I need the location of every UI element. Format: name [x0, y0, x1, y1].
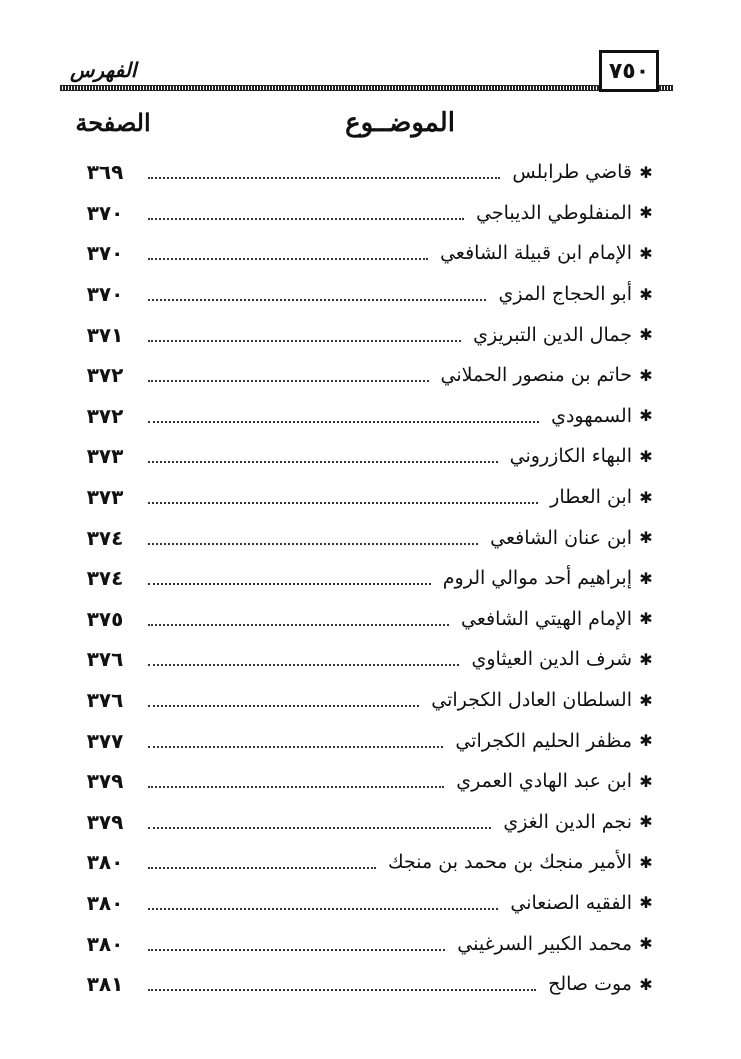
asterisk-bullet-icon: ✱	[639, 446, 653, 466]
toc-entry	[70, 599, 660, 640]
toc-entry-title: قاضي طرابلس	[512, 161, 632, 184]
toc-entry	[70, 842, 660, 883]
toc-entry-page: ٣٧٠	[86, 282, 124, 307]
asterisk-bullet-icon: ✱	[639, 731, 653, 751]
asterisk-bullet-icon: ✱	[639, 974, 653, 994]
header-rule	[60, 85, 600, 91]
table-of-contents	[70, 152, 660, 1004]
toc-entry	[70, 964, 660, 1005]
toc-entry-page: ٣٦٩	[86, 160, 124, 185]
toc-entry-page: ٣٨٠	[86, 890, 124, 915]
asterisk-bullet-icon: ✱	[639, 528, 653, 548]
dot-leader	[148, 975, 536, 993]
page-column-heading: الصفحة	[75, 108, 151, 137]
toc-entry-page: ٣٧٩	[86, 809, 124, 834]
toc-entry-title: محمد الكبير السرغيني	[457, 932, 632, 955]
toc-entry-page: ٣٧٠	[86, 241, 124, 266]
asterisk-bullet-icon: ✱	[639, 365, 653, 385]
toc-entry-title: موت صالح	[548, 973, 632, 996]
toc-entry	[70, 477, 660, 518]
dot-leader	[148, 691, 419, 709]
topic-column-heading: الموضــوع	[345, 108, 455, 138]
toc-entry-page: ٣٧٧	[86, 728, 124, 753]
toc-entry	[70, 802, 660, 843]
toc-entry-title: الإمام ابن قبيلة الشافعي	[440, 242, 632, 265]
dot-leader	[148, 813, 491, 831]
dot-leader	[148, 407, 539, 425]
toc-entry-title: الأمير منجك بن محمد بن منجك	[388, 851, 632, 874]
toc-entry-title: مظفر الحليم الكجراتي	[455, 729, 632, 752]
asterisk-bullet-icon: ✱	[639, 852, 653, 872]
toc-entry	[70, 355, 660, 396]
toc-entry-title: ابن عنان الشافعي	[490, 526, 632, 549]
asterisk-bullet-icon: ✱	[639, 203, 653, 223]
dot-leader	[148, 326, 461, 344]
asterisk-bullet-icon: ✱	[639, 284, 653, 304]
toc-entry-title: السلطان العادل الكجراتي	[431, 689, 632, 712]
toc-entry	[70, 436, 660, 477]
toc-entry-title: جمال الدين التبريزي	[473, 323, 632, 346]
toc-entry-title: ابن العطار	[550, 486, 632, 509]
toc-entry	[70, 923, 660, 964]
running-title: الفهرس	[70, 58, 137, 82]
toc-entry-title: البهاء الكازروني	[509, 445, 632, 468]
toc-entry-page: ٣٧٦	[86, 647, 124, 672]
toc-entry-page: ٣٨٠	[86, 850, 124, 875]
asterisk-bullet-icon: ✱	[639, 893, 653, 913]
asterisk-bullet-icon: ✱	[639, 162, 653, 182]
toc-entry	[70, 883, 660, 924]
toc-entry-title: نجم الدين الغزي	[503, 810, 632, 833]
asterisk-bullet-icon: ✱	[639, 487, 653, 507]
header-rule-right	[659, 85, 673, 91]
toc-entry-title: إبراهيم أحد موالي الروم	[442, 567, 632, 590]
toc-entry	[70, 558, 660, 599]
toc-entry	[70, 233, 660, 274]
dot-leader	[148, 244, 428, 262]
toc-entry-page: ٣٧٦	[86, 688, 124, 713]
toc-entry	[70, 396, 660, 437]
toc-entry	[70, 314, 660, 355]
toc-entry	[70, 152, 660, 193]
toc-entry-page: ٣٧٩	[86, 769, 124, 794]
asterisk-bullet-icon: ✱	[639, 812, 653, 832]
toc-entry	[70, 761, 660, 802]
toc-entry-title: الإمام الهيتي الشافعي	[461, 607, 632, 630]
asterisk-bullet-icon: ✱	[639, 243, 653, 263]
toc-entry-page: ٣٧٢	[86, 403, 124, 428]
asterisk-bullet-icon: ✱	[639, 649, 653, 669]
dot-leader	[148, 935, 445, 953]
toc-entry	[70, 517, 660, 558]
toc-entry	[70, 639, 660, 680]
dot-leader	[148, 772, 444, 790]
asterisk-bullet-icon: ✱	[639, 406, 653, 426]
toc-entry-page: ٣٧٣	[86, 485, 124, 510]
dot-leader	[148, 447, 498, 465]
toc-entry-title: المنفلوطي الديباجي	[476, 201, 632, 224]
toc-entry-page: ٣٧٤	[86, 525, 124, 550]
dot-leader	[148, 366, 429, 384]
asterisk-bullet-icon: ✱	[639, 771, 653, 791]
dot-leader	[148, 569, 431, 587]
toc-entry-page: ٣٨٠	[86, 931, 124, 956]
toc-entry-page: ٣٧٠	[86, 200, 124, 225]
dot-leader	[148, 163, 500, 181]
toc-entry-title: أبو الحجاج المزي	[498, 283, 632, 306]
toc-entry-title: الفقيه الصنعاني	[510, 891, 632, 914]
page-number: ٧٥٠	[599, 50, 659, 92]
dot-leader	[148, 488, 538, 506]
asterisk-bullet-icon: ✱	[639, 325, 653, 345]
toc-entry	[70, 193, 660, 234]
asterisk-bullet-icon: ✱	[639, 690, 653, 710]
dot-leader	[148, 529, 478, 547]
toc-entry-title: ابن عبد الهادي العمري	[456, 770, 632, 793]
asterisk-bullet-icon: ✱	[639, 609, 653, 629]
toc-entry-page: ٣٨١	[86, 972, 124, 997]
dot-leader	[148, 610, 449, 628]
dot-leader	[148, 732, 443, 750]
toc-entry	[70, 680, 660, 721]
dot-leader	[148, 650, 459, 668]
toc-entry-page: ٣٧٥	[86, 606, 124, 631]
toc-entry	[70, 274, 660, 315]
dot-leader	[148, 853, 376, 871]
toc-entry-page: ٣٧٢	[86, 363, 124, 388]
toc-entry-page: ٣٧٤	[86, 566, 124, 591]
toc-entry-page: ٣٧٣	[86, 444, 124, 469]
dot-leader	[148, 204, 464, 222]
toc-entry-title: السمهودي	[551, 404, 632, 427]
toc-entry-page: ٣٧١	[86, 322, 124, 347]
dot-leader	[148, 894, 498, 912]
toc-entry-title: شرف الدين العيثاوي	[471, 648, 632, 671]
toc-entry	[70, 720, 660, 761]
toc-entry-title: حاتم بن منصور الحملاني	[440, 364, 632, 387]
asterisk-bullet-icon: ✱	[639, 934, 653, 954]
dot-leader	[148, 285, 486, 303]
asterisk-bullet-icon: ✱	[639, 568, 653, 588]
